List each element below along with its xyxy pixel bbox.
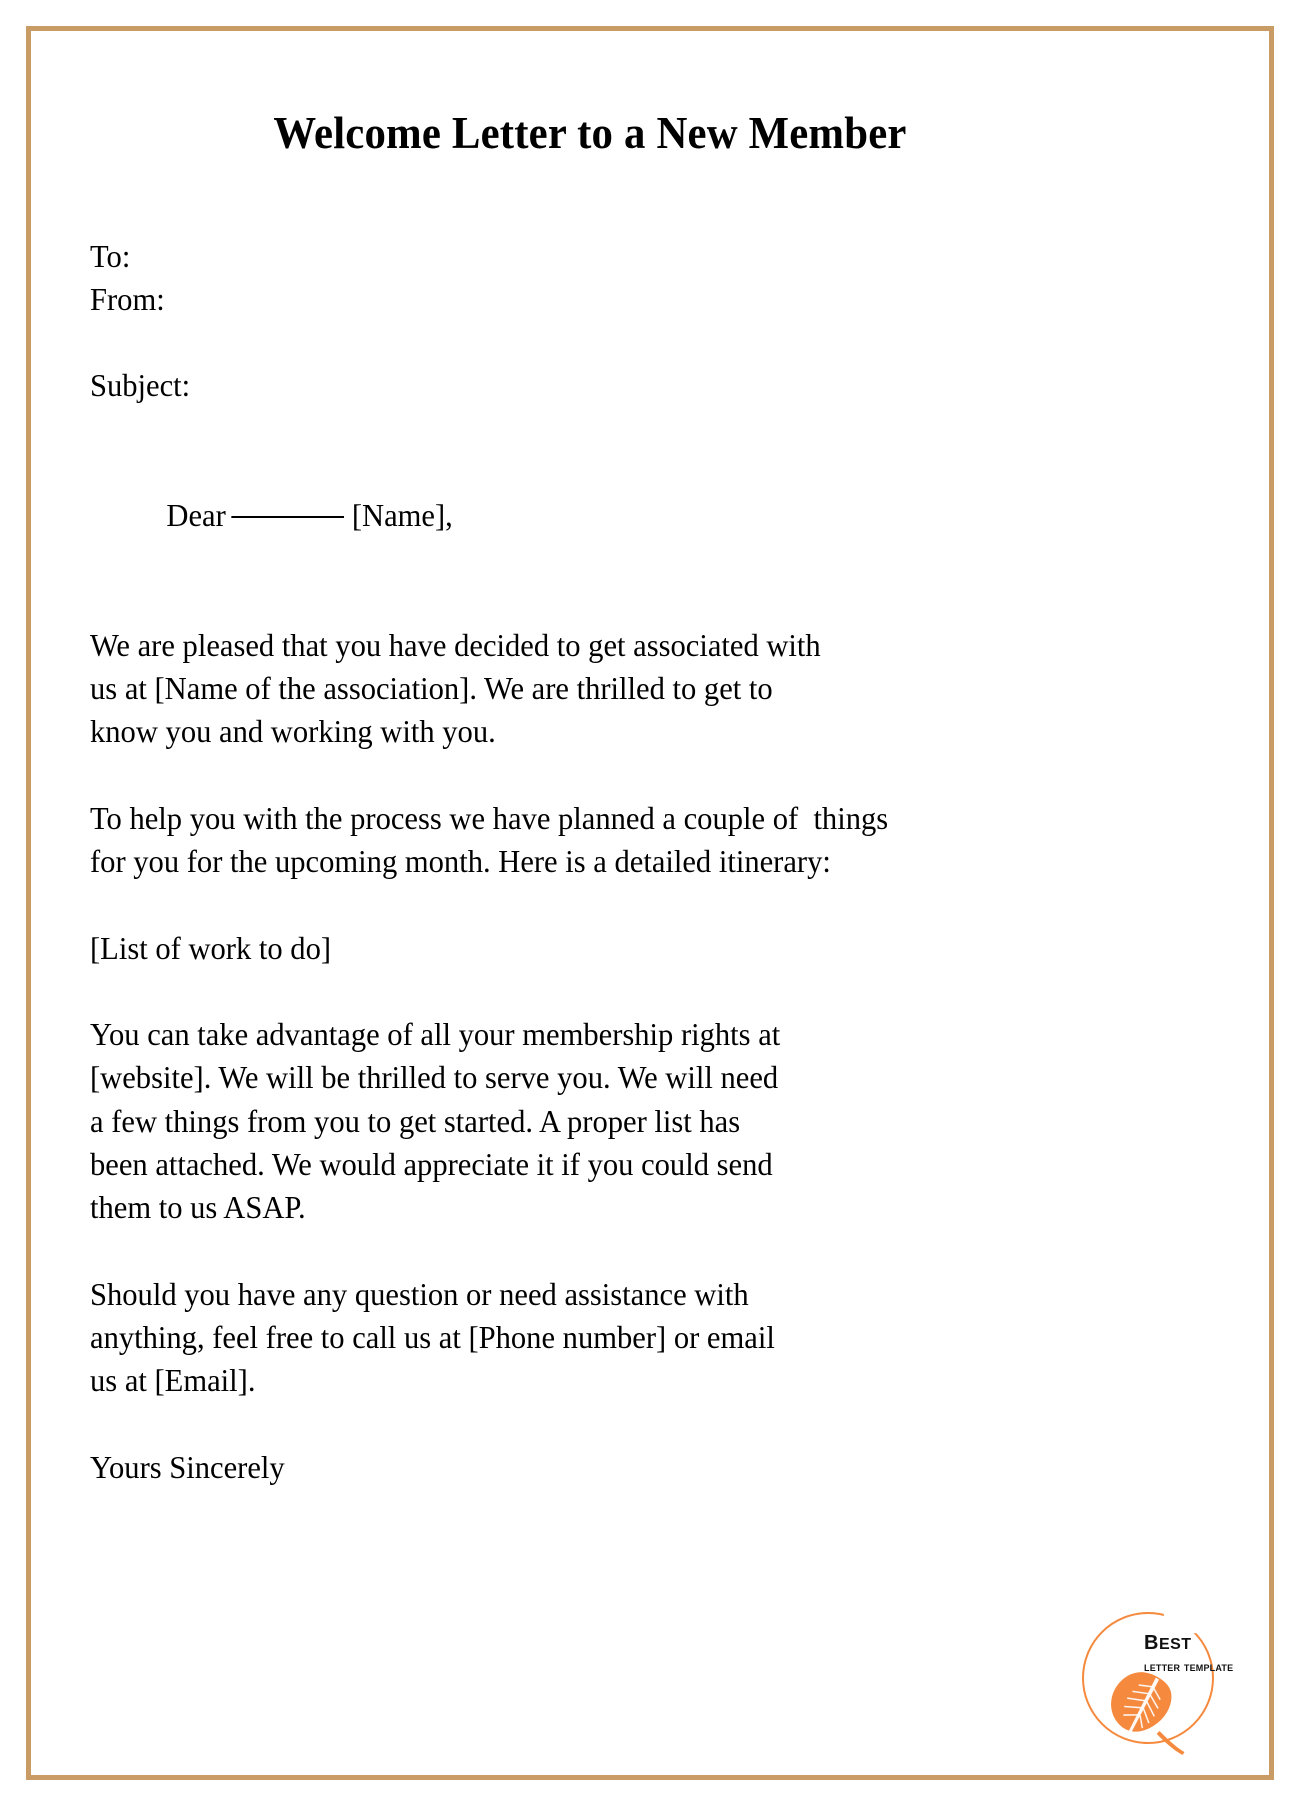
paragraph-line: us at [Email]. [90, 1362, 256, 1399]
paragraph-itinerary [90, 797, 1089, 884]
spacer [90, 884, 1089, 927]
salutation-suffix: [Name], [351, 497, 453, 534]
paragraph-line: We are pleased that you have decided to get associated with [90, 626, 821, 663]
to-label: To: [90, 237, 131, 274]
logo-brand-name: best [1144, 1624, 1192, 1655]
spacer [90, 1403, 1089, 1446]
paragraph-line: for you for the upcoming month. Here is a detailed itinerary: [90, 843, 831, 880]
closing-block [90, 1446, 1089, 1489]
paragraph-membership [90, 1013, 1089, 1230]
from-label: From: [90, 280, 165, 317]
letter-body [90, 235, 1089, 1490]
recipient-block [90, 235, 1089, 322]
paragraph-line: a few things from you to get started. A proper list has [90, 1102, 741, 1139]
paragraph-intro [90, 624, 1089, 754]
paragraph-line: [website]. We will be thrilled to serve you. We will need [90, 1059, 779, 1096]
logo-tagline: letter template [1144, 1660, 1234, 1674]
paragraph-line: them to us ASAP. [90, 1189, 306, 1226]
spacer [90, 754, 1089, 797]
paragraph-line: [List of work to do] [90, 929, 332, 966]
paragraph-line: anything, feel free to call us at [Phone number] or email [90, 1319, 775, 1356]
paragraph-line: Should you have any question or need assistance with [90, 1275, 749, 1312]
brand-logo [1082, 1594, 1242, 1754]
paragraph-line: us at [Name of the association]. We are thrilled to get to [90, 670, 773, 707]
salutation-prefix: Dear [166, 497, 226, 534]
subject-label: Subject: [90, 367, 191, 404]
spacer [90, 581, 1089, 624]
paragraph-line: been attached. We would appreciate it if you could send [90, 1145, 773, 1182]
salutation-block [90, 451, 1089, 581]
spacer [90, 1230, 1089, 1273]
paragraph-line: You can take advantage of all your membership rights at [90, 1015, 781, 1052]
paragraph-line: To help you with the process we have planned a couple of things [90, 799, 889, 836]
paragraph-contact [90, 1273, 1089, 1403]
spacer [90, 970, 1089, 1013]
paragraph-line: know you and working with you. [90, 713, 496, 750]
feather-quill-icon [1100, 1660, 1196, 1756]
spacer [90, 321, 1089, 364]
spacer [90, 408, 1089, 451]
paragraph-list-placeholder [90, 927, 1089, 970]
subject-block [90, 364, 1089, 407]
letter-content [90, 108, 1090, 1489]
salutation-blank-rule [232, 516, 345, 518]
logo-text-group [1144, 1626, 1264, 1674]
closing-text: Yours Sincerely [90, 1448, 285, 1485]
page-title: Welcome Letter to a New Member [273, 107, 907, 158]
